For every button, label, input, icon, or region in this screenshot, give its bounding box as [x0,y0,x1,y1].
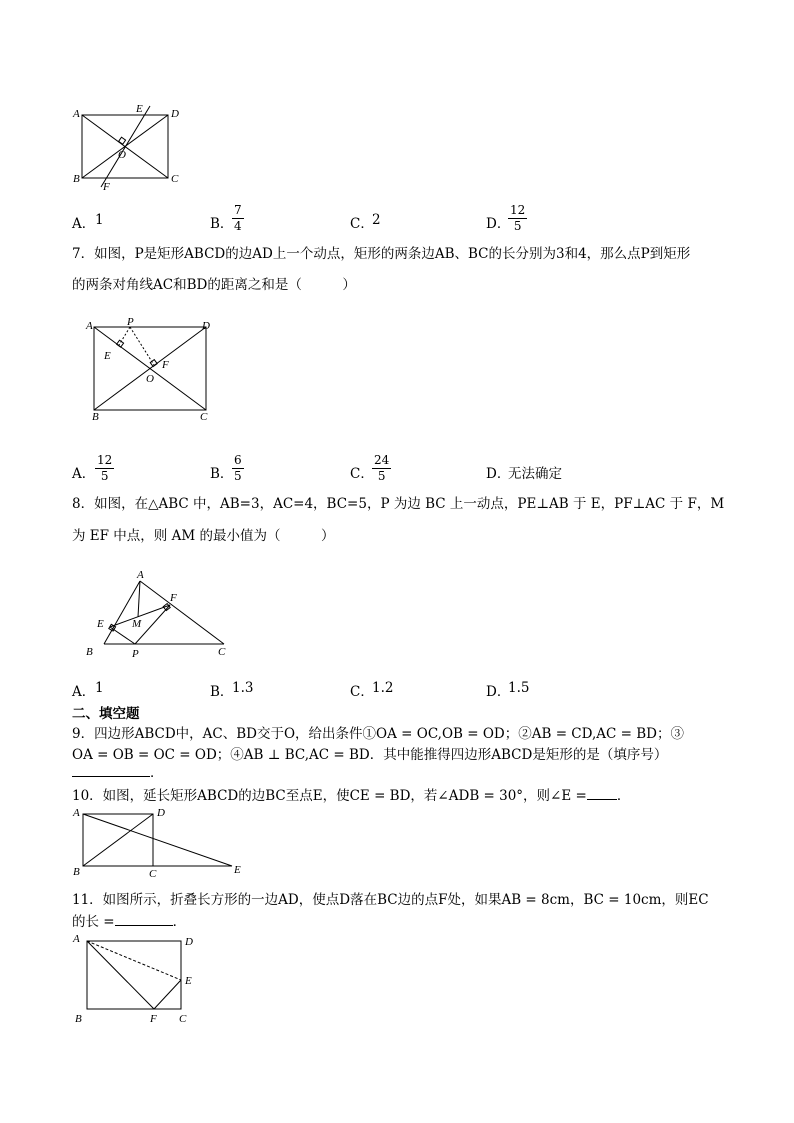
q8-label-c: C [218,646,226,658]
q7-label-b: B [92,411,99,423]
denominator: 5 [234,469,242,483]
q7-stem-line1: 7．如图，P是矩形ABCD的边AD上一个动点，矩形的两条边AB、BC的长分别为3和4，那么点P到矩形 [72,246,691,262]
q10-figure [70,805,250,877]
q6-option-a-value: 1 [95,212,104,228]
q8-option-d-letter: D． [486,684,511,700]
q11-label-e: E [185,975,192,987]
q6-label-b: B [73,173,80,185]
numerator: 7 [234,203,242,217]
q6-option-a-letter: A． [72,216,96,232]
q11-figure [68,928,208,1028]
q8-label-m: M [132,618,142,630]
section-heading-fill-in: 二、填空题 [72,706,140,722]
q7-label-d: D [202,320,210,332]
denominator: 5 [377,469,386,483]
q8-option-d-value: 1.5 [508,680,530,696]
q11-label-b: B [75,1013,82,1025]
denominator: 5 [100,469,109,483]
q9-answer-end: ． [150,765,164,781]
q7-option-c-fraction [372,453,391,484]
numerator: 12 [510,203,526,217]
q6-label-e: E [136,103,143,115]
q11-label-a: A [73,933,80,945]
q8-label-e: E [97,618,104,630]
q9-stem-line1: 9．四边形ABCD中，AC、BD交于O，给出条件①OA = OC,OB = OD；②AB = CD,AC = BD；③ [72,726,684,742]
q11-label-c: C [179,1013,187,1025]
q7-stem-line2: 的两条对角线AC和BD的距离之和是（ ） [72,277,356,293]
q6-option-b-letter: B． [210,216,234,232]
q11-stem-line2 [72,910,186,930]
q11-answer-blank[interactable] [115,911,173,926]
q6-option-d-fraction [508,203,527,234]
q6-label-o: O [118,149,126,161]
q6-label-c: C [171,173,179,185]
q8-option-c-value: 1.2 [372,680,394,696]
q6-figure [70,100,185,195]
numerator: 6 [234,453,242,467]
q7-option-a-fraction [95,453,114,484]
q6-option-c-letter: C． [350,216,374,232]
q8-figure [80,565,240,665]
q10-label-b: B [73,866,80,877]
q7-label-e: E [104,350,111,362]
q8-label-b: B [86,646,93,658]
q7-label-c: C [200,411,208,423]
q7-figure [82,318,222,428]
q10-answer-blank[interactable] [587,785,617,800]
q9-answer-blank[interactable] [72,762,150,777]
q8-option-c-letter: C． [350,684,374,700]
q9-stem-line2: OA = OB = OC = OD；④AB ⊥ BC,AC = BD．其中能推得四边形ABCD是矩形的是（填序号） [72,747,668,763]
q6-option-b-fraction [232,203,244,234]
q7-option-b-letter: B． [210,466,234,482]
q11-label-f: F [150,1013,157,1025]
q7-option-c-letter: C． [350,466,374,482]
q7-option-d-value: 无法确定 [508,466,562,482]
q8-option-b-value: 1.3 [232,680,254,696]
q8-label-a: A [137,569,144,581]
q8-label-p: P [132,648,139,660]
q6-option-d-letter: D． [486,216,511,232]
q11-label-d: D [185,936,193,948]
q10-label-c: C [149,868,157,877]
q11-stem-end: ． [172,914,187,930]
q7-label-p: P [127,318,134,328]
q7-option-a-letter: A． [72,466,96,482]
q8-stem-line1: 8．如图，在△ABC 中，AB=3，AC=4，BC=5，P 为边 BC 上一动点，PE⊥AB 于 E，PF⊥AC 于 F，M [72,496,725,512]
q10-stem-end: ． [616,788,631,804]
q10-stem [72,784,630,804]
q7-option-d-letter: D． [486,466,511,482]
q6-label-f: F [103,181,110,193]
numerator: 24 [374,453,390,467]
q11-stem-line1: 11．如图所示，折叠长方形的一边AD，使点D落在BC边的点F处，如果AB = 8cm，BC = 10cm，则EC [72,892,709,908]
q7-option-b-fraction [232,453,244,484]
q8-option-b-letter: B． [210,684,234,700]
q8-stem-line2: 为 EF 中点，则 AM 的最小值为（ ） [72,528,335,544]
denominator: 4 [234,219,242,233]
numerator: 12 [97,453,113,467]
q9-answer-line [72,761,164,781]
q8-label-f: F [170,592,177,604]
q6-option-c-value: 2 [372,212,381,228]
q10-stem-text: 10．如图，延长矩形ABCD的边BC至点E，使CE = BD，若∠ADB = 30°，则∠E = [72,788,587,804]
q7-label-f: F [162,359,169,371]
q10-label-a: A [73,807,80,819]
q6-label-d: D [171,108,179,120]
q7-label-o: O [146,373,154,385]
q11-stem-line2-text: 的长 = [72,914,115,930]
q10-label-e: E [234,864,241,876]
q7-label-a: A [86,320,93,332]
q10-label-d: D [157,807,165,819]
denominator: 5 [513,219,522,233]
q8-option-a-letter: A． [72,684,96,700]
q6-label-a: A [73,108,80,120]
q8-option-a-value: 1 [95,680,104,696]
